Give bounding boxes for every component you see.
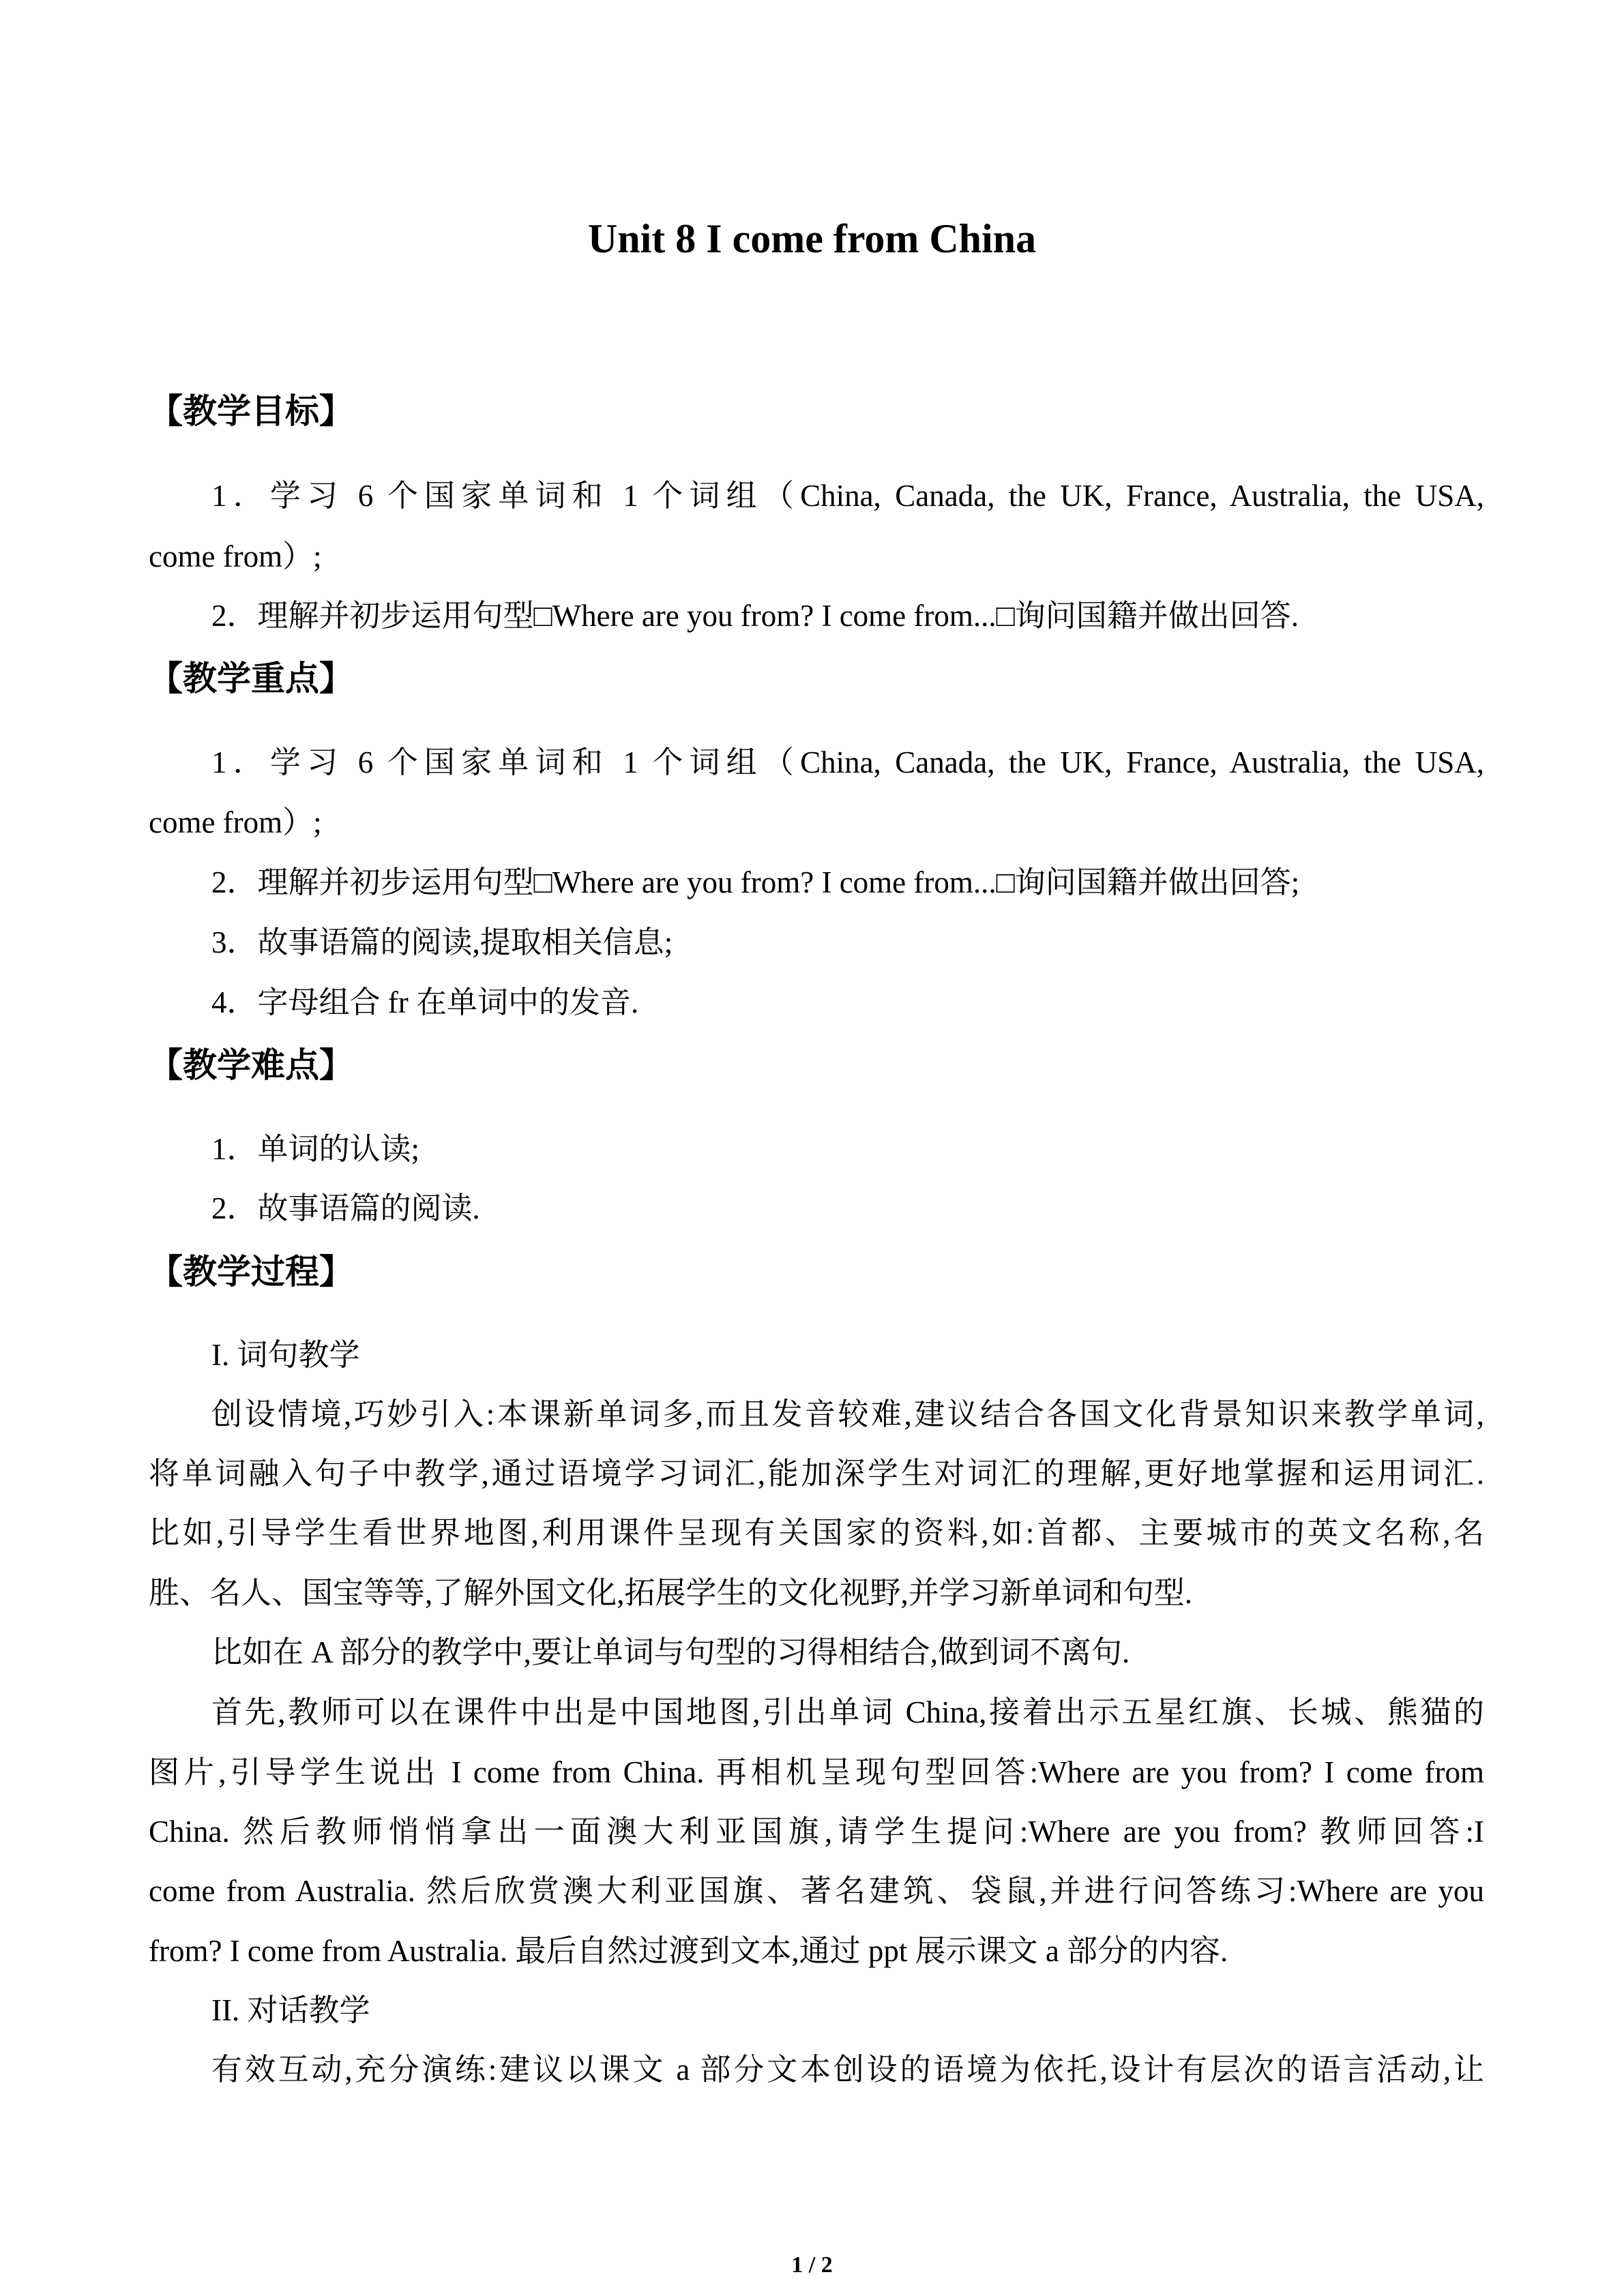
objectives-item-1-line-2: come from）;: [149, 539, 322, 573]
objectives-item-1-line-1: 1．学习 6 个国家单词和 1 个词组（China, Canada, the UK, France, Australia, the USA,: [211, 479, 1484, 513]
process-paragraph-1-line-1: 创设情境,巧妙引入:本课新单词多,而且发音较难,建议结合各国文化背景知识来教学单词,: [211, 1397, 1484, 1431]
process-paragraph-3-line-4: come from Australia. 然后欣赏澳大利亚国旗、著名建筑、袋鼠,并进行问答练习:Where are you: [149, 1874, 1484, 1908]
key-points-item-4: 4．字母组合 fr 在单词中的发音.: [211, 985, 639, 1019]
key-points-item-2: 2．理解并初步运用句型□Where are you from? I come from...□询问国籍并做出回答;: [211, 865, 1300, 899]
process-paragraph-1-line-4: 胜、名人、国宝等等,了解外国文化,拓展学生的文化视野,并学习新单词和句型.: [149, 1576, 1193, 1610]
process-paragraph-3-line-1: 首先,教师可以在课件中出是中国地图,引出单词 China,接着出示五星红旗、长城、熊猫的: [211, 1695, 1484, 1729]
process-part-1-title: I. 词句教学: [211, 1338, 360, 1372]
section-heading-objectives: 【教学目标】: [149, 391, 353, 431]
process-paragraph-2-line-1: 比如在 A 部分的教学中,要让单词与句型的习得相结合,做到词不离句.: [211, 1635, 1130, 1669]
objectives-item-2: 2．理解并初步运用句型□Where are you from? I come from...□询问国籍并做出回答.: [211, 599, 1299, 633]
section-heading-difficulties: 【教学难点】: [149, 1045, 353, 1085]
process-paragraph-1-line-2: 将单词融入句子中教学,通过语境学习词汇,能加深学生对词汇的理解,更好地掌握和运用词汇.: [149, 1457, 1484, 1491]
process-paragraph-3-line-2: 图片,引导学生说出 I come from China. 再相机呈现句型回答:Where are you from? I come from: [149, 1755, 1484, 1789]
key-points-item-1-line-1: 1．学习 6 个国家单词和 1 个词组（China, Canada, the UK, France, Australia, the USA,: [211, 745, 1484, 779]
process-part-2-title: II. 对话教学: [211, 1993, 370, 2027]
difficulties-item-1: 1．单词的认读;: [211, 1132, 420, 1166]
process-paragraph-3-line-5: from? I come from Australia. 最后自然过渡到文本,通过 ppt 展示课文 a 部分的内容.: [149, 1934, 1228, 1968]
process-paragraph-3-line-3: China. 然后教师悄悄拿出一面澳大利亚国旗,请学生提问:Where are you from? 教师回答:I: [149, 1815, 1484, 1849]
difficulties-item-2: 2．故事语篇的阅读.: [211, 1191, 480, 1225]
section-heading-process: 【教学过程】: [149, 1252, 353, 1292]
process-paragraph-4-line-1: 有效互动,充分演练:建议以课文 a 部分文本创设的语境为依托,设计有层次的语言活动,让: [211, 2053, 1484, 2087]
key-points-item-1-line-2: come from）;: [149, 805, 322, 839]
key-points-item-3: 3．故事语篇的阅读,提取相关信息;: [211, 925, 673, 959]
section-heading-key-points: 【教学重点】: [149, 659, 353, 698]
page-number: 1 / 2: [791, 2252, 833, 2278]
process-paragraph-1-line-3: 比如,引导学生看世界地图,利用课件呈现有关国家的资料,如:首都、主要城市的英文名称,名: [149, 1516, 1484, 1550]
document-title: Unit 8 I come from China: [587, 216, 1037, 261]
